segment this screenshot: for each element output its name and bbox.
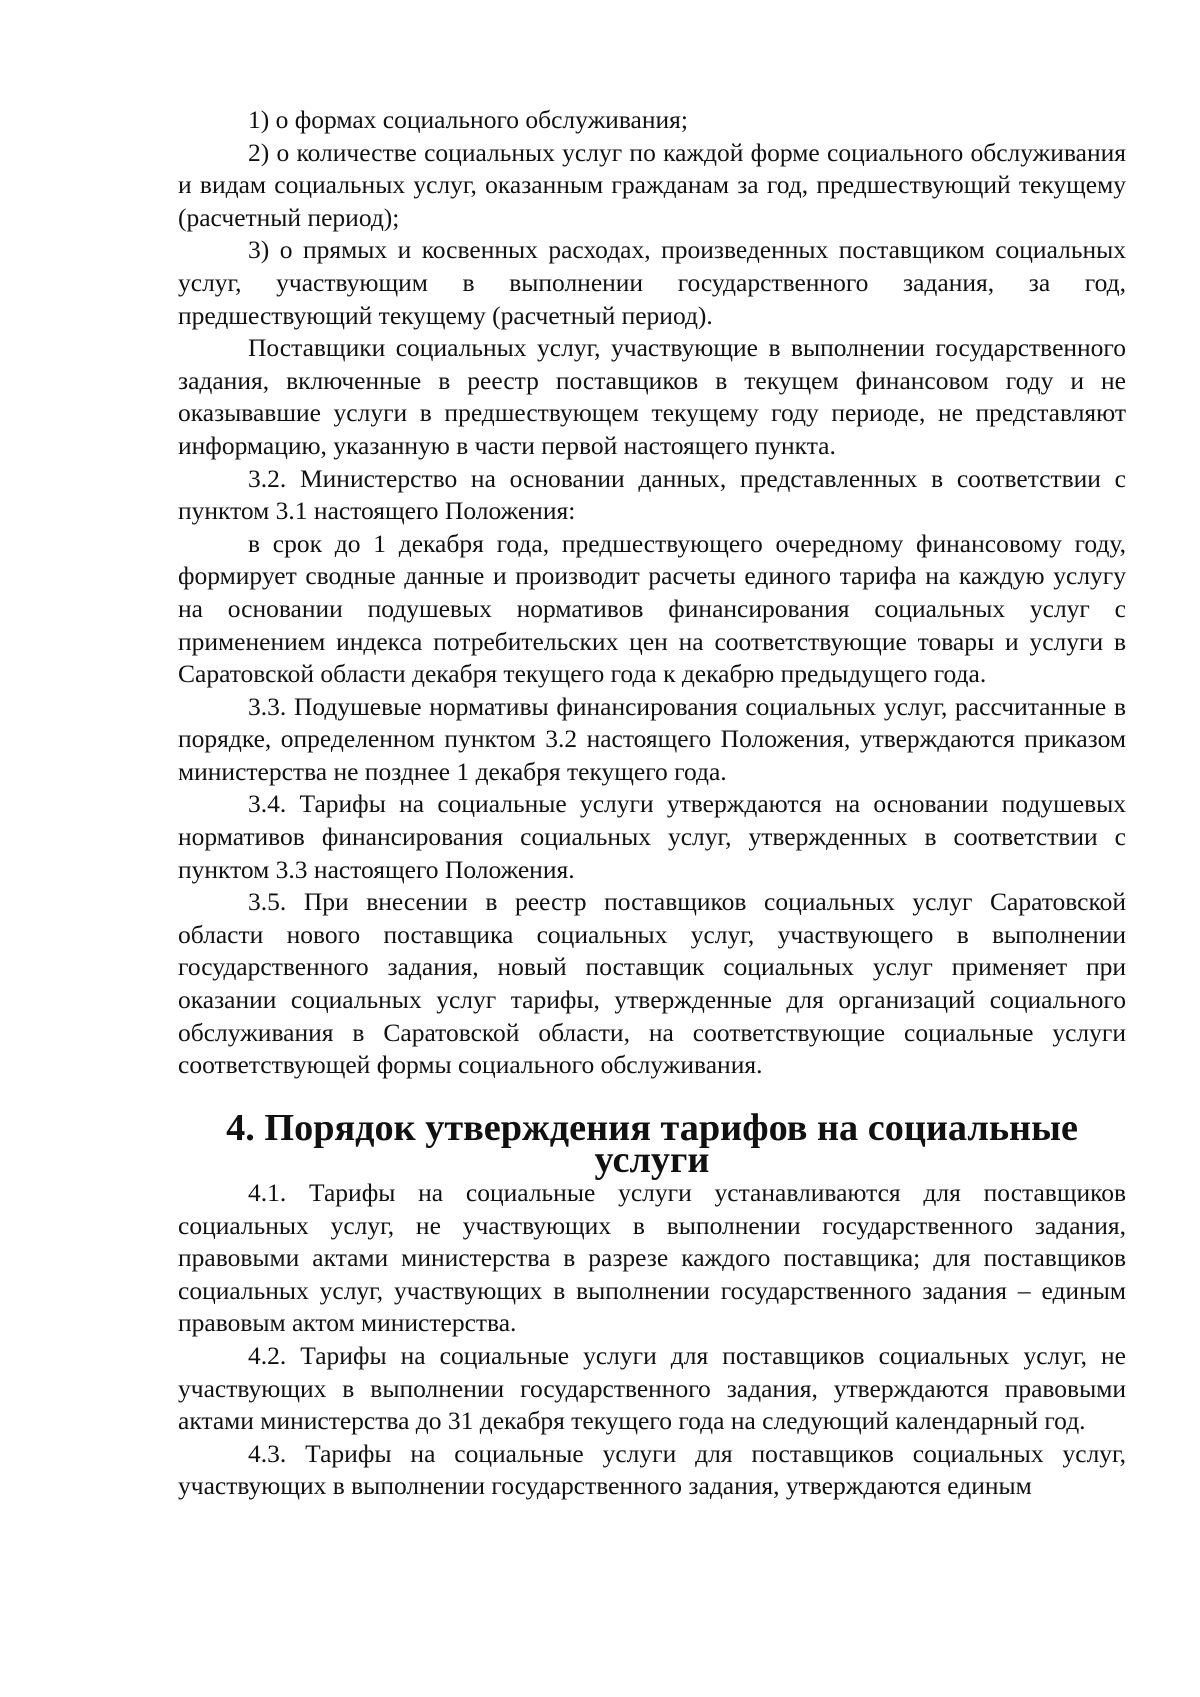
paragraph-3-4: 3.4. Тарифы на социальные услуги утверждаются на основании подушевых нормативов финансирования социальных услуг, утвержденных в соответствии с пунктом 3.3 настоящего Положения.	[178, 789, 1126, 884]
paragraph-4-2: 4.2. Тарифы на социальные услуги для поставщиков социальных услуг, не участвующих в выполнении государственного задания, утверждаются правовыми актами министерства до 31 декабря текущего года на следующий календарный год.	[178, 1340, 1126, 1436]
paragraph-4-1: 4.1. Тарифы на социальные услуги устанавливаются для поставщиков социальных услуг, не участвующих в выполнении государственного задания, правовыми актами министерства в разрезе каждого поставщика; для поставщиков социальных услуг, участвующих в выполнении государственного задания – единым правовым актом министерства.	[178, 1178, 1126, 1338]
paragraph-4-3: 4.3. Тарифы на социальные услуги для поставщиков социальных услуг, участвующих в выполнении государственного задания, утверждаются единым	[178, 1438, 1126, 1501]
section-heading: 4. Порядок утверждения тарифов на социальные услуги	[226, 1106, 1078, 1182]
paragraph-item-2: 2) о количестве социальных услуг по каждой форме социального обслуживания и видам социальных услуг, оказанным гражданам за год, предшествующий текущему (расчетный период);	[178, 137, 1126, 232]
paragraph-3-2-deadline: в срок до 1 декабря года, предшествующего очередному финансовому году, формирует сводные данные и производит расчеты единого тарифа на каждую услугу на основании подушевых нормативов финансирования социальных услуг с применением индекса потребительских цен на соответствующие товары и услуги в Саратовской области декабря текущего года к декабрю предыдущего года.	[178, 528, 1126, 689]
paragraph-3-2: 3.2. Министерство на основании данных, представленных в соответствии с пунктом 3.1 настоящего Положения:	[178, 463, 1126, 526]
paragraph-3-5: 3.5. При внесении в реестр поставщиков социальных услуг Саратовской области нового поставщика социальных услуг, участвующего в выполнении государственного задания, новый поставщик социальных услуг применяет при оказании социальных услуг тарифы, утвержденные для организаций социального обслуживания в Саратовской области, на соответствующие социальные услуги соответствующей формы социального обслуживания.	[178, 887, 1126, 1080]
document-page	[178, 104, 1126, 1503]
paragraph-item-1: 1) о формах социального обслуживания;	[248, 105, 688, 134]
paragraph-3-3: 3.3. Подушевые нормативы финансирования социальных услуг, рассчитанные в порядке, определенном пунктом 3.2 настоящего Положения, утверждаются приказом министерства не позднее 1 декабря текущего года.	[178, 691, 1126, 786]
paragraph-item-3: 3) о прямых и косвенных расходах, произведенных поставщиком социальных услуг, участвующим в выполнении государственного задания, за год, предшествующий текущему (расчетный период).	[178, 235, 1126, 330]
paragraph-suppliers-note: Поставщики социальных услуг, участвующие в выполнении государственного задания, включенные в реестр поставщиков в текущем финансовом году и не оказывавшие услуги в предшествующем текущему году периоде, не представляют информацию, указанную в части первой настоящего пункта.	[178, 333, 1126, 460]
